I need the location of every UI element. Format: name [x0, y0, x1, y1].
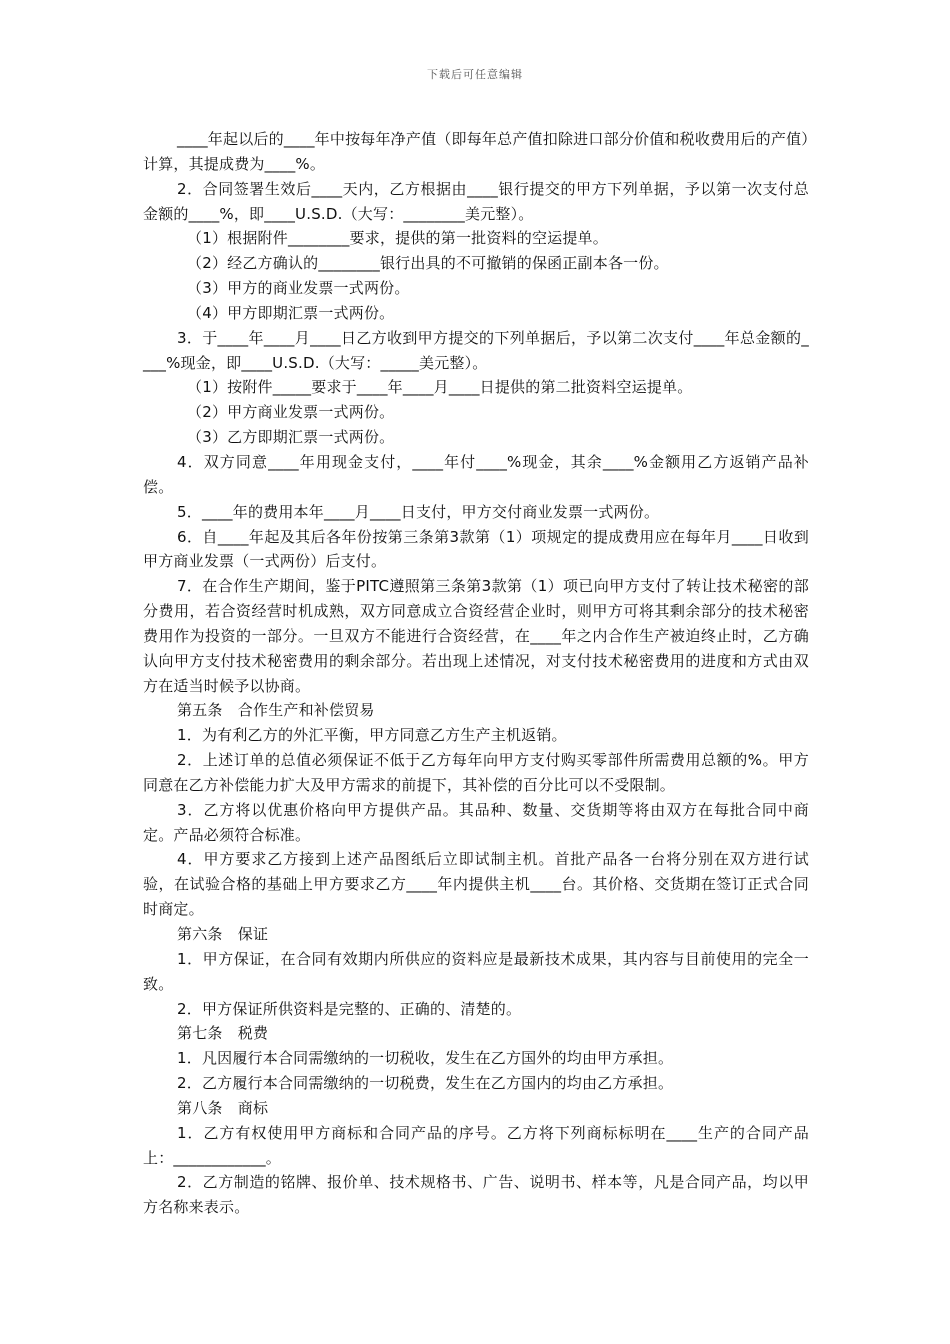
paragraph: 2．乙方履行本合同需缴纳的一切税费，发生在乙方国内的均由乙方承担。	[177, 1074, 674, 1093]
paragraph: （1）按附件_____要求于____年____月____日提供的第二批资料空运提单。	[187, 378, 693, 397]
paragraph: （4）甲方即期汇票一式两份。	[187, 303, 395, 322]
paragraph: 6．自____年起及其后各年份按第三条第3款第（1）项规定的提成费用应在每年月____日收到甲方商业发票（一式两份）后支付。	[143, 527, 809, 571]
paragraph: （1）根据附件________要求，提供的第一批资料的空运提单。	[187, 229, 608, 248]
paragraph: 2．上述订单的总值必须保证不低于乙方每年向甲方支付购买零部件所需费用总额的%。甲方同意在乙方补偿能力扩大及甲方需求的前提下，其补偿的百分比可以不受限制。	[143, 751, 809, 794]
paragraph: （3）乙方即期汇票一式两份。	[187, 428, 395, 447]
section-heading: 第七条 税费	[177, 1024, 269, 1043]
paragraph: （2）经乙方确认的________银行出具的不可撤销的保函正副本各一份。	[187, 254, 669, 273]
paragraph: 4．双方同意____年用现金支付，____年付____%现金，其余____%金额用乙方返销产品补偿。	[143, 452, 809, 496]
paragraph: 2．合同签署生效后____天内，乙方根据由____银行提交的甲方下列单据，予以第一次支付总金额的____%，即____U.S.D.（大写：________美元整）。	[143, 179, 809, 223]
paragraph: （2）甲方商业发票一式两份。	[187, 403, 395, 422]
paragraph: 3．乙方将以优惠价格向甲方提供产品。其品种、数量、交货期等将由双方在每批合同中商定。产品必须符合标准。	[143, 800, 809, 844]
paragraph: 3．于____年____月____日乙方收到甲方提交的下列单据后，予以第二次支付____年总金额的____%现金，即____U.S.D.（大写：_____美元整）。	[143, 328, 809, 372]
paragraph: 1．为有利乙方的外汇平衡，甲方同意乙方生产主机返销。	[177, 726, 567, 745]
document-body	[143, 127, 809, 1220]
paragraph: 5．____年的费用本年____月____日支付，甲方交付商业发票一式两份。	[177, 502, 660, 521]
paragraph: 2．甲方保证所供资料是完整的、正确的、清楚的。	[177, 999, 522, 1018]
paragraph: 7．在合作生产期间，鉴于PITC遵照第三条第3款第（1）项已向甲方支付了转让技术秘密的部分费用，若合资经营时机成熟，双方同意成立合资经营企业时，则甲方可将其剩余部分的技术秘密费用作为投资的一部分。一旦双方不能进行合资经营，在____年之内合作生产被迫终止时，乙方确认向甲方支付技术秘密费用的剩余部分。若出现上述情况，对支付技术秘密费用的进度和方式由双方在适当时候予以协商。	[143, 577, 809, 695]
paragraph: 4．甲方要求乙方接到上述产品图纸后立即试制主机。首批产品各一台将分别在双方进行试验，在试验合格的基础上甲方要求乙方____年内提供主机____台。其价格、交货期在签订正式合同时商定。	[143, 850, 809, 919]
section-heading: 第八条 商标	[177, 1098, 269, 1117]
paragraph: 1．甲方保证，在合同有效期内所供应的资料应是最新技术成果，其内容与目前使用的完全一致。	[143, 949, 809, 993]
paragraph: 1．凡因履行本合同需缴纳的一切税收，发生在乙方国外的均由甲方承担。	[177, 1049, 674, 1068]
section-heading: 第六条 保证	[177, 925, 269, 943]
paragraph: 1．乙方有权使用甲方商标和合同产品的序号。乙方将下列商标标明在____生产的合同产品上：____________。	[143, 1123, 809, 1167]
page-header: 下载后可任意编辑	[427, 68, 523, 81]
paragraph: 2．乙方制造的铭牌、报价单、技术规格书、广告、说明书、样本等，凡是合同产品，均以甲方名称来表示。	[143, 1173, 809, 1217]
paragraph: （3）甲方的商业发票一式两份。	[187, 279, 410, 298]
paragraph: ____年起以后的____年中按每年净产值（即每年总产值扣除进口部分价值和税收费用后的产值）计算，其提成费为____%。	[143, 130, 809, 173]
section-heading: 第五条 合作生产和补偿贸易	[177, 701, 375, 720]
